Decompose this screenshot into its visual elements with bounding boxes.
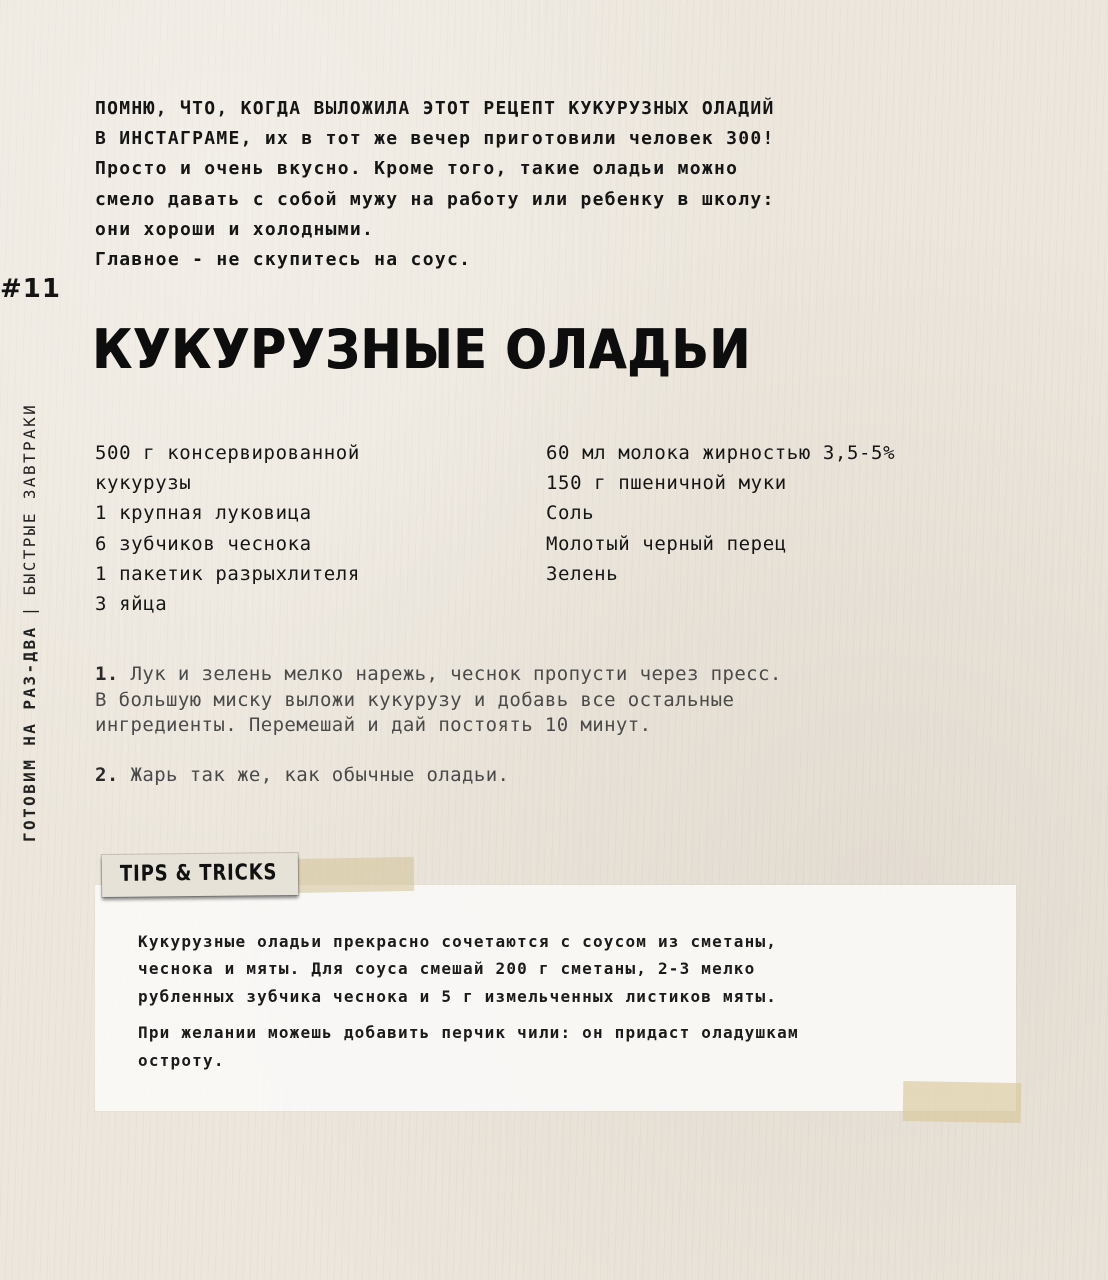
intro-paragraph — [95, 94, 975, 275]
intro-line: смело давать с собой мужу на работу или ребенку в школу: — [95, 188, 775, 210]
tips-line: рубленных зубчика чеснока и 5 г измельченных листиков мяты. — [138, 986, 778, 1006]
step-text: Лук и зелень мелко нарежь, чеснок пропусти через пресс. — [118, 663, 782, 685]
ingredient-item: 6 зубчиков чеснока — [95, 532, 312, 555]
intro-line: ПОМНЮ, ЧТО, КОГДА ВЫЛОЖИЛА ЭТОТ РЕЦЕПТ КУКУРУЗНЫХ ОЛАДИЙ — [95, 98, 775, 119]
tape-corner — [903, 1081, 1022, 1123]
step-number: 2. — [95, 763, 119, 786]
ingredient-item: Молотый черный перец — [546, 532, 787, 555]
tips-paragraph — [138, 928, 958, 1010]
step-number: 1. — [95, 663, 119, 685]
tips-line: При желании можешь добавить перчик чили: он придаст оладушкам — [138, 1023, 799, 1043]
ingredient-item: Зелень — [546, 562, 619, 585]
recipe-step — [95, 763, 955, 789]
tips-tag-label: TIPS & TRICKS — [119, 860, 278, 887]
step-line: В большую миску выложи кукурузу и добавь все остальные — [95, 688, 735, 711]
tips-line: чеснока и мяты. Для соуса смешай 200 г сметаны, 2-3 мелко — [138, 959, 756, 979]
step-line — [95, 763, 955, 789]
ingredient-item: 1 крупная луковица — [95, 502, 312, 525]
tips-paragraph — [138, 1019, 958, 1074]
recipe-title: КУКУРУЗНЫЕ ОЛАДЬИ — [92, 318, 751, 381]
tips-line: Кукурузные оладьи прекрасно сочетаются с соусом из сметаны, — [138, 932, 778, 951]
section-name: БЫСТРЫЕ ЗАВТРАКИ — [20, 402, 39, 596]
tips-tag — [102, 853, 298, 897]
step-line: ингредиенты. Перемешай и дай постоять 10 минут. — [95, 714, 652, 736]
ingredient-item: 60 мл молока жирностью 3,5-5% — [546, 442, 896, 464]
intro-line: В ИНСТАГРАМЕ, их в тот же вечер приготовили человек 300! — [95, 128, 775, 150]
ingredient-item: 1 пакетик разрыхлителя — [95, 562, 360, 585]
tape-strip — [286, 857, 415, 893]
tips-text — [138, 928, 958, 1083]
ingredients-list-left — [95, 438, 515, 619]
ingredient-item: 500 г консервированной — [95, 442, 360, 464]
step-text: Жарь так же, как обычные оладьи. — [118, 763, 510, 786]
chapter-separator: | — [20, 604, 39, 617]
ingredient-item: 3 яйца — [95, 593, 168, 616]
intro-line: Просто и очень вкусно. Кроме того, такие оладьи можно — [95, 158, 739, 180]
recipe-steps — [95, 662, 955, 812]
recipe-number: #11 — [0, 274, 61, 304]
chapter-label — [20, 403, 39, 842]
tips-line: остроту. — [138, 1050, 225, 1070]
chapter-name: ГОТОВИМ НА РАЗ-ДВА — [20, 625, 39, 842]
ingredient-item: Соль — [546, 502, 595, 525]
ingredients-list-right — [546, 438, 966, 589]
intro-line: Главное - не скупитесь на соус. — [95, 249, 472, 271]
step-line — [95, 662, 955, 688]
intro-line: они хороши и холодными. — [95, 218, 375, 240]
recipe-step — [95, 662, 955, 739]
ingredient-item: 150 г пшеничной муки — [546, 472, 787, 495]
ingredient-item: кукурузы — [95, 472, 192, 495]
